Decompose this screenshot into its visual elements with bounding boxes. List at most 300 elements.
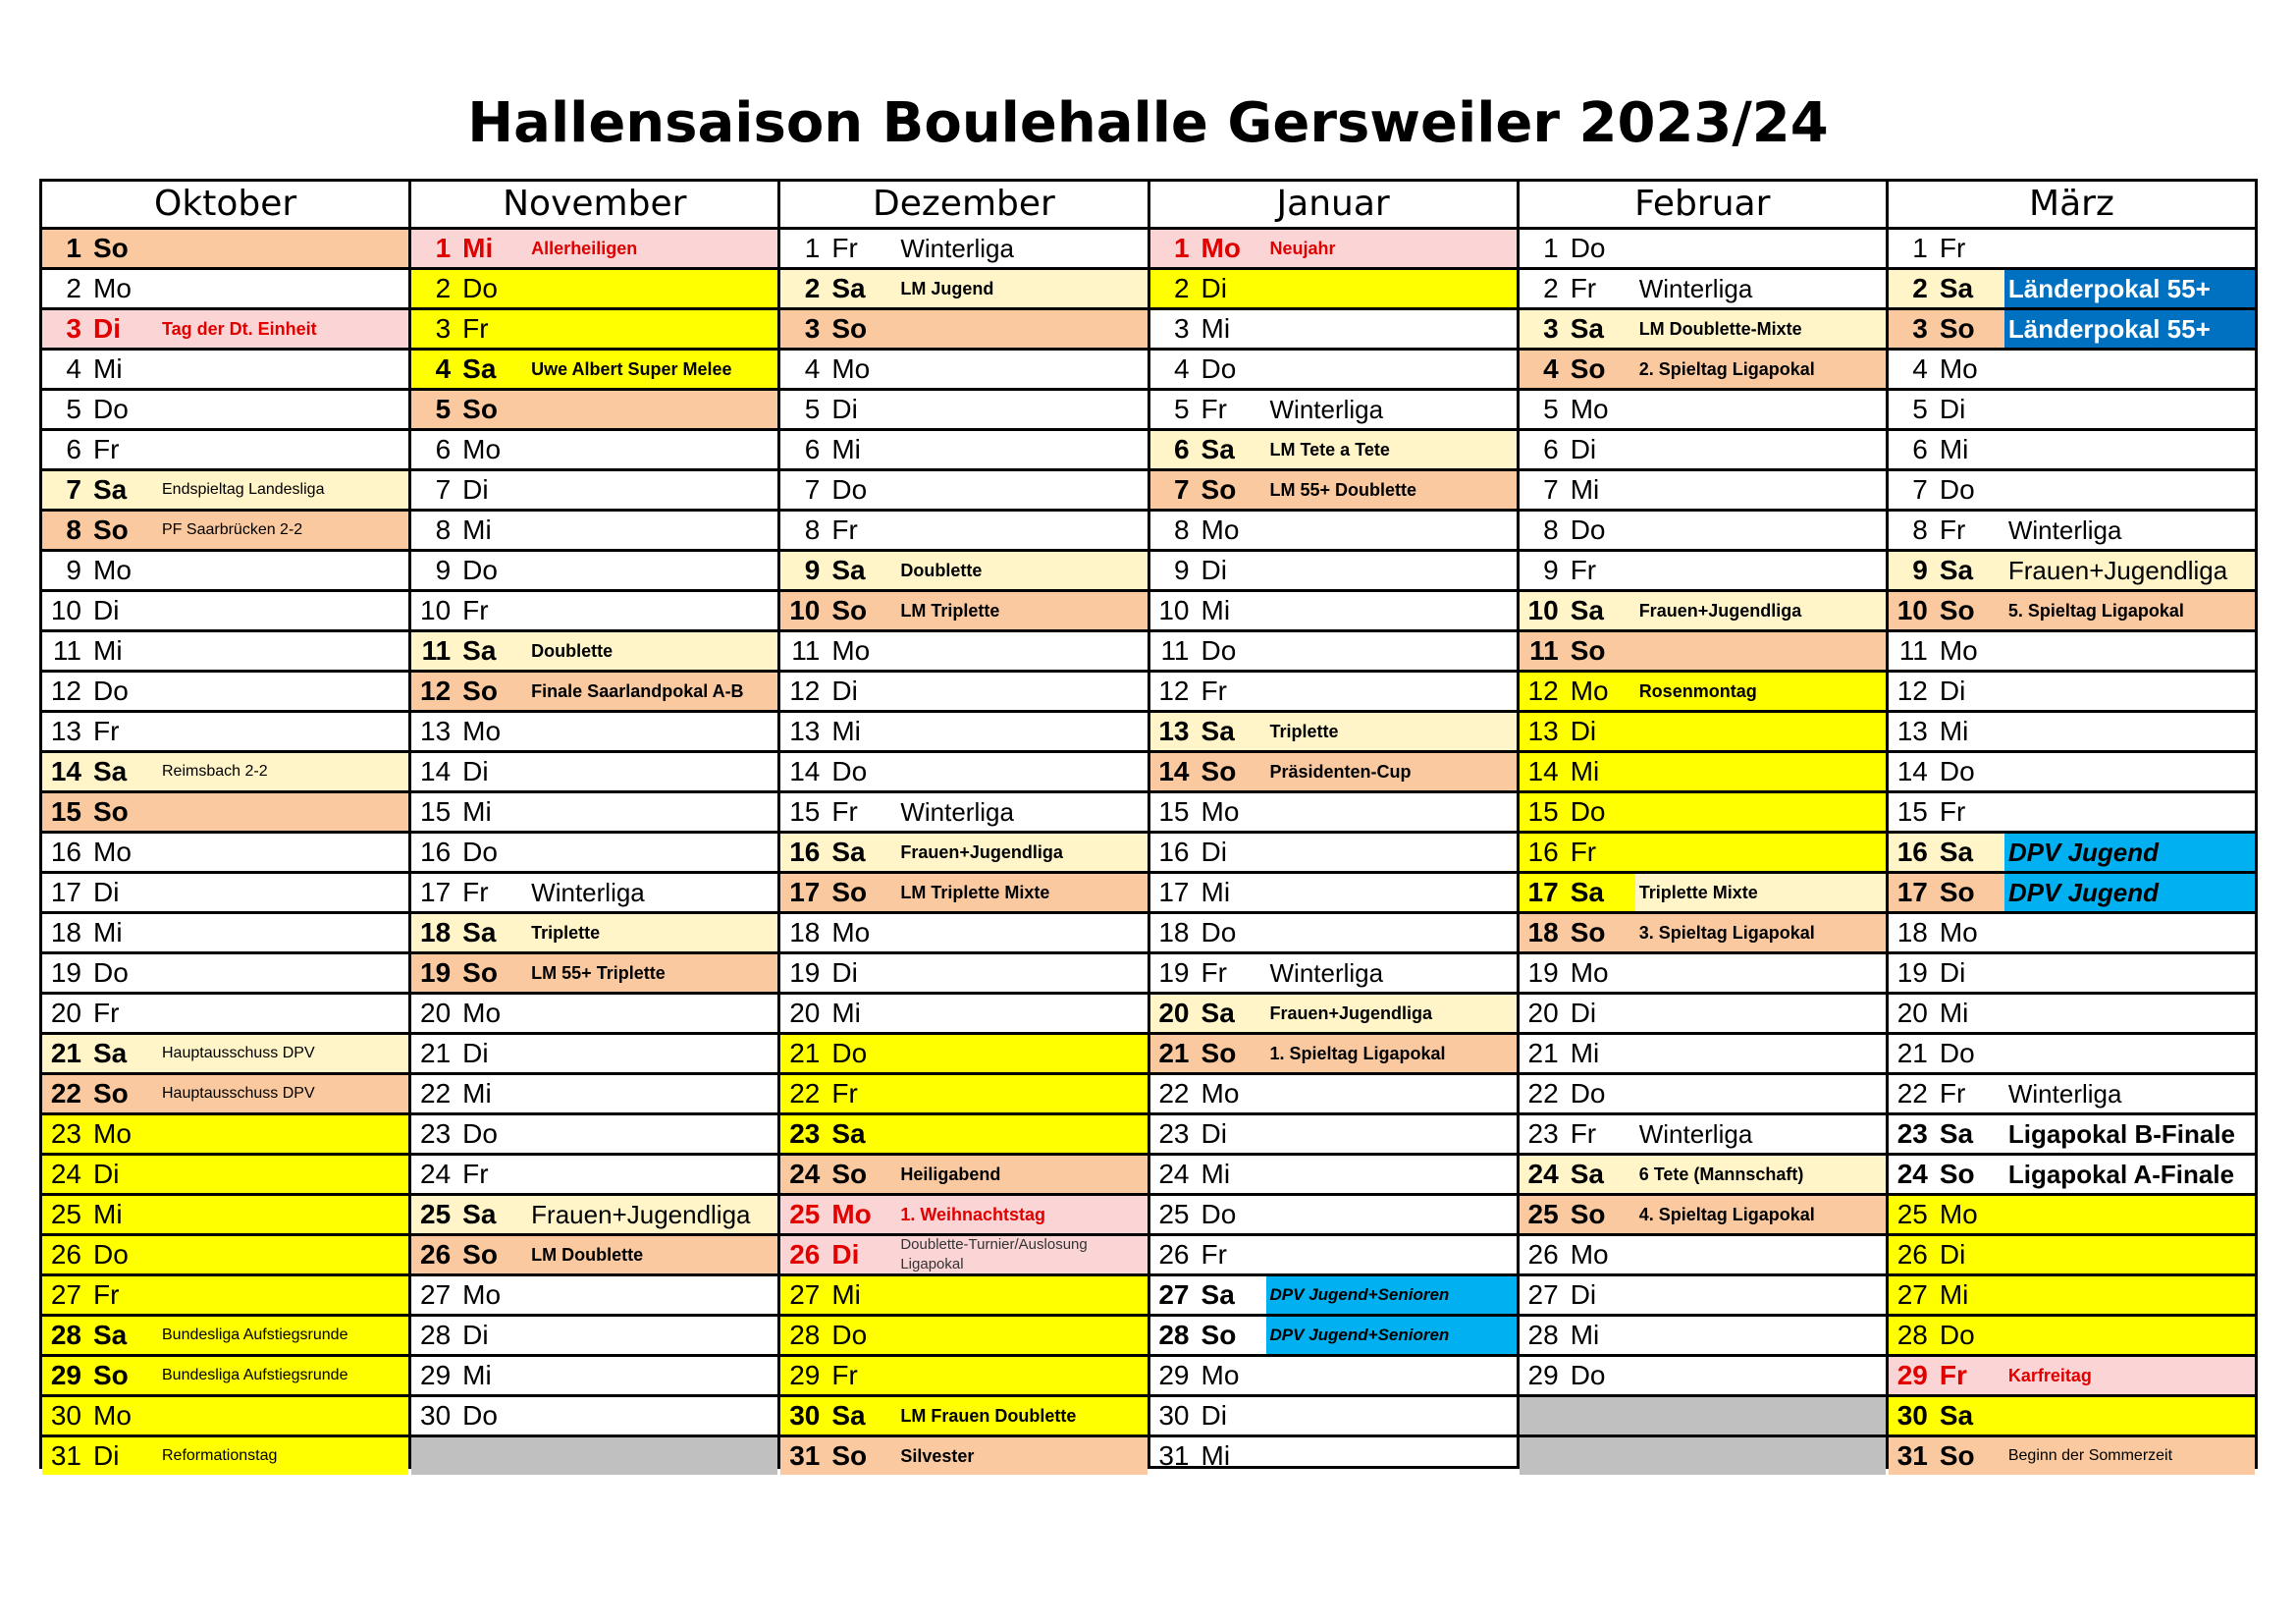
weekday: Do [831,1038,868,1068]
event-label [1266,793,1517,831]
day-number: 26 [1158,1239,1190,1270]
day-number: 25 [50,1199,81,1229]
weekday: Mi [93,917,123,947]
weekday: So [1570,635,1606,666]
day-row [1520,512,1886,552]
event-label [1635,1276,1886,1314]
day-row [1150,552,1517,592]
day-row [1520,592,1886,632]
day-number: 9 [1912,555,1928,585]
weekday: Fr [1939,796,1966,827]
day-number: 23 [789,1118,821,1149]
day-row [42,1276,408,1317]
day-row [42,713,408,753]
event-label [158,632,408,670]
weekday: Mi [831,716,861,746]
day-number: 18 [1896,917,1928,947]
event-label [896,995,1147,1032]
event-label: LM Doublette [531,1244,644,1265]
day-number: 31 [50,1440,81,1471]
weekday: Fr [462,1159,489,1189]
day-row [780,1035,1147,1075]
day-number: 30 [50,1400,81,1431]
day-row [411,1075,777,1115]
day-row [1150,310,1517,351]
day-row [411,954,777,995]
day-row [1150,391,1517,431]
day-number: 10 [50,595,81,625]
event-label: Allerheiligen [531,238,638,258]
weekday: So [1939,1159,1975,1189]
event-label: 4. Spieltag Ligapokal [1638,1204,1815,1224]
day-row [42,552,408,592]
event-label [158,874,408,911]
event-label [2004,1397,2255,1435]
weekday: Di [831,676,858,706]
day-number: 7 [66,474,81,505]
day-number: 12 [1158,676,1190,706]
day-row [411,471,777,512]
event-label: Reimsbach 2-2 [162,763,268,780]
day-row [1889,1357,2255,1397]
day-number: 2 [66,273,81,303]
day-row [1150,270,1517,310]
weekday: Di [93,877,120,907]
day-number: 27 [1158,1279,1190,1310]
day-row [1150,1357,1517,1397]
event-label: Doublette [900,560,983,580]
day-number: 15 [1158,796,1190,827]
day-number: 21 [789,1038,821,1068]
day-row [42,673,408,713]
weekday: Mo [831,917,871,947]
event-label [158,995,408,1032]
day-row [411,1236,777,1276]
day-number: 22 [50,1078,81,1109]
day-number: 28 [420,1320,452,1350]
day-row [780,1397,1147,1437]
event-label [896,512,1147,549]
day-row [1150,471,1517,512]
day-row [411,592,777,632]
day-row [411,793,777,834]
day-row [780,1115,1147,1156]
weekday: Sa [831,837,866,867]
day-row [1889,753,2255,793]
event-label: Frauen+Jugendliga [2007,555,2228,585]
day-row [1150,673,1517,713]
event-label [2004,713,2255,750]
day-number: 4 [435,353,452,384]
day-number: 7 [1543,474,1559,505]
day-number: 17 [789,877,821,907]
weekday: Sa [1939,273,1974,303]
day-row [1889,954,2255,995]
month-header: Dezember [780,182,1147,230]
day-row [411,874,777,914]
event-label [527,793,777,831]
event-label [1635,793,1886,831]
weekday: Sa [93,474,128,505]
day-row [411,673,777,713]
event-label [896,753,1147,790]
event-label: DPV Jugend+Senioren [1266,1276,1517,1314]
day-row [42,1357,408,1397]
weekday: Mo [1939,353,1978,384]
day-number: 17 [1896,877,1928,907]
day-number: 4 [1543,353,1559,384]
day-number: 29 [420,1360,452,1390]
day-row [42,1075,408,1115]
event-label [896,1317,1147,1354]
event-label [2004,793,2255,831]
day-number: 5 [435,394,452,424]
day-row [1889,1437,2255,1475]
event-label [1266,914,1517,951]
day-row [42,1196,408,1236]
weekday: Sa [462,1199,497,1229]
weekday: Fr [1939,1360,1967,1390]
event-label [1266,1437,1517,1475]
event-label: Bundesliga Aufstiegsrunde [162,1367,348,1383]
weekday: Sa [1939,1118,1974,1149]
weekday: Mi [462,1360,492,1390]
event-label [1635,471,1886,509]
weekday: Di [93,1440,120,1471]
event-label [527,1035,777,1072]
weekday: Sa [462,917,497,947]
weekday: Do [1570,514,1606,545]
day-row [1150,954,1517,995]
day-number: 14 [1527,756,1559,786]
day-number: 30 [1896,1400,1928,1431]
day-number: 29 [789,1360,821,1390]
weekday: Mi [462,1078,492,1109]
weekday: Fr [462,313,489,344]
weekday: So [93,1078,129,1109]
event-label: DPV Jugend+Senioren [1266,1317,1517,1354]
weekday: Mi [1939,998,1969,1028]
weekday: Mo [93,837,132,867]
day-number: 29 [50,1360,81,1390]
event-label [2004,995,2255,1032]
day-row [780,391,1147,431]
event-label [1266,1357,1517,1394]
day-row [411,1115,777,1156]
event-label [158,713,408,750]
event-label [527,471,777,509]
day-row [1520,552,1886,592]
event-label [1266,592,1517,629]
day-row [411,753,777,793]
day-row [1520,1317,1886,1357]
weekday: Mi [462,233,494,263]
day-number: 10 [420,595,452,625]
day-number: 6 [1543,434,1559,464]
day-row [780,471,1147,512]
day-row [411,834,777,874]
day-number: 14 [1896,756,1928,786]
event-label: 1. Spieltag Ligapokal [1269,1043,1446,1063]
event-label: LM Jugend [900,278,994,298]
day-row [1520,471,1886,512]
event-label [527,1317,777,1354]
weekday: So [93,514,129,545]
day-number: 17 [420,877,452,907]
day-row [1520,1276,1886,1317]
event-label [158,673,408,710]
day-number: 13 [789,716,821,746]
weekday: Mo [1570,676,1609,706]
weekday: Sa [1201,998,1235,1028]
day-row [1889,351,2255,391]
day-row [42,1156,408,1196]
weekday: Mo [831,1199,872,1229]
month-days [1150,230,1517,1475]
day-row [42,874,408,914]
event-label: LM Doublette-Mixte [1638,318,1802,339]
weekday: Fr [831,233,858,263]
day-number: 22 [1158,1078,1190,1109]
day-number: 14 [50,756,81,786]
event-label [158,391,408,428]
day-row [780,1276,1147,1317]
event-label [1635,512,1886,549]
day-number: 5 [804,394,821,424]
day-row [42,1236,408,1276]
day-row [42,1397,408,1437]
weekday: Mi [462,514,492,545]
day-row [42,632,408,673]
weekday: Mo [1570,1239,1609,1270]
day-row [1150,1035,1517,1075]
event-label: Winterliga [900,233,1014,263]
day-number: 1 [1173,233,1190,263]
event-label [527,1357,777,1394]
day-row [780,552,1147,592]
day-row [1889,1035,2255,1075]
event-label: Reformationstag [162,1447,278,1464]
day-number: 30 [420,1400,452,1431]
day-row [1889,673,2255,713]
day-row [42,1035,408,1075]
weekday: Mi [1201,1440,1231,1471]
day-number: 13 [1896,716,1928,746]
weekday: Di [1201,837,1227,867]
event-label [1635,391,1886,428]
event-label [896,1357,1147,1394]
weekday: So [1201,1320,1237,1350]
event-label [1635,995,1886,1032]
event-label [1266,1156,1517,1193]
event-label [896,1075,1147,1112]
day-number: 16 [420,837,452,867]
event-label: Triplette [1269,721,1339,741]
event-label: Doublette [531,640,614,661]
day-number: 31 [1158,1440,1190,1471]
month-header: Februar [1520,182,1886,230]
weekday: Sa [1201,716,1235,746]
event-label [527,753,777,790]
weekday: Di [462,1320,489,1350]
event-label [527,1437,777,1475]
month-column [780,182,1149,1471]
weekday: Do [93,676,129,706]
day-row [1520,1156,1886,1196]
day-row [1150,512,1517,552]
month-header: Januar [1150,182,1517,230]
day-number: 6 [1173,434,1190,464]
event-label: Hauptausschuss DPV [162,1045,315,1061]
day-number: 11 [1898,635,1928,666]
day-row [780,1317,1147,1357]
day-row [1150,1156,1517,1196]
day-number: 21 [420,1038,452,1068]
weekday: Do [831,474,868,505]
day-row [1889,632,2255,673]
event-label [158,1196,408,1233]
day-number: 30 [1158,1400,1190,1431]
event-label [527,1156,777,1193]
weekday: Fr [1201,394,1227,424]
day-number: 24 [789,1159,821,1189]
event-label [158,914,408,951]
day-number: 24 [1158,1159,1190,1189]
event-label [1266,1115,1517,1153]
weekday: Do [1570,1360,1606,1390]
day-number: 3 [1912,313,1928,344]
day-row [42,914,408,954]
event-label [896,431,1147,468]
weekday: Mi [1201,1159,1231,1189]
weekday: Do [1939,474,1975,505]
event-label: Bundesliga Aufstiegsrunde [162,1326,348,1343]
weekday: Di [1570,716,1597,746]
day-row [411,431,777,471]
day-row [1520,1236,1886,1276]
day-number: 9 [1173,555,1190,585]
day-number: 19 [1158,957,1190,988]
event-label: LM Tete a Tete [1269,439,1390,460]
day-row [1520,793,1886,834]
event-label [1635,552,1886,589]
weekday: Sa [93,1320,128,1350]
day-row [411,632,777,673]
weekday: So [1939,595,1975,625]
day-row [411,552,777,592]
event-label: Länderpokal 55+ [2004,310,2255,348]
day-number: 23 [1896,1118,1928,1149]
weekday: Di [93,595,120,625]
day-row [42,351,408,391]
weekday: Mo [831,635,871,666]
day-number: 25 [420,1199,452,1229]
month-days [780,230,1147,1475]
weekday: Di [1201,273,1227,303]
event-label: Winterliga [1269,957,1384,988]
day-number: 19 [420,957,452,988]
event-label [158,552,408,589]
weekday: Sa [1570,595,1604,625]
weekday: Sa [1570,877,1604,907]
event-label: Triplette Mixte [1635,874,1886,911]
month-days [411,230,777,1475]
day-row [1520,914,1886,954]
day-row [1150,632,1517,673]
weekday: Di [93,313,121,344]
day-row [1150,1236,1517,1276]
weekday: So [462,957,498,988]
event-label [2004,954,2255,992]
day-number: 29 [1158,1360,1190,1390]
day-number: 17 [1527,877,1559,907]
weekday: Fr [831,796,858,827]
day-number: 27 [789,1279,821,1310]
event-label [1635,1075,1886,1112]
event-label [527,310,777,348]
event-label [158,270,408,307]
day-number: 11 [421,635,452,666]
day-row [411,713,777,753]
day-row [42,270,408,310]
weekday: Mi [1201,877,1231,907]
day-row [411,230,777,270]
event-label [1635,713,1886,750]
day-number: 11 [1529,635,1559,666]
weekday: Do [1201,917,1237,947]
day-row [1520,1035,1886,1075]
weekday: Sa [1939,555,1974,585]
weekday: Mi [831,434,861,464]
weekday: Fr [831,1360,858,1390]
weekday: Mi [1939,434,1969,464]
weekday: Sa [1939,837,1974,867]
day-row [411,1437,777,1475]
day-row [42,1115,408,1156]
day-number: 16 [1158,837,1190,867]
weekday: So [831,1440,868,1471]
day-row [1889,230,2255,270]
weekday: Do [831,756,868,786]
event-label [896,1115,1147,1153]
event-label [2004,351,2255,388]
weekday: Di [1939,394,1966,424]
day-number: 22 [420,1078,452,1109]
day-row [1150,713,1517,753]
day-number: 31 [789,1440,821,1471]
event-label: DPV Jugend [2004,874,2255,911]
day-number: 20 [420,998,452,1028]
day-number: 6 [435,434,452,464]
day-row [1889,914,2255,954]
event-label: Silvester [900,1445,975,1466]
day-row [780,1437,1147,1475]
weekday: Do [1201,1199,1237,1229]
day-row [411,310,777,351]
weekday: Mi [1201,595,1231,625]
weekday: Sa [831,1400,866,1431]
day-number: 3 [1173,313,1190,344]
day-row [42,1437,408,1475]
day-number: 1 [435,233,452,263]
day-row [780,914,1147,954]
day-row [1520,270,1886,310]
event-label: Beginn der Sommerzeit [2007,1447,2173,1464]
weekday: Mo [1201,233,1241,263]
day-number: 19 [1896,957,1928,988]
month-days [1520,230,1886,1475]
event-label [896,954,1147,992]
